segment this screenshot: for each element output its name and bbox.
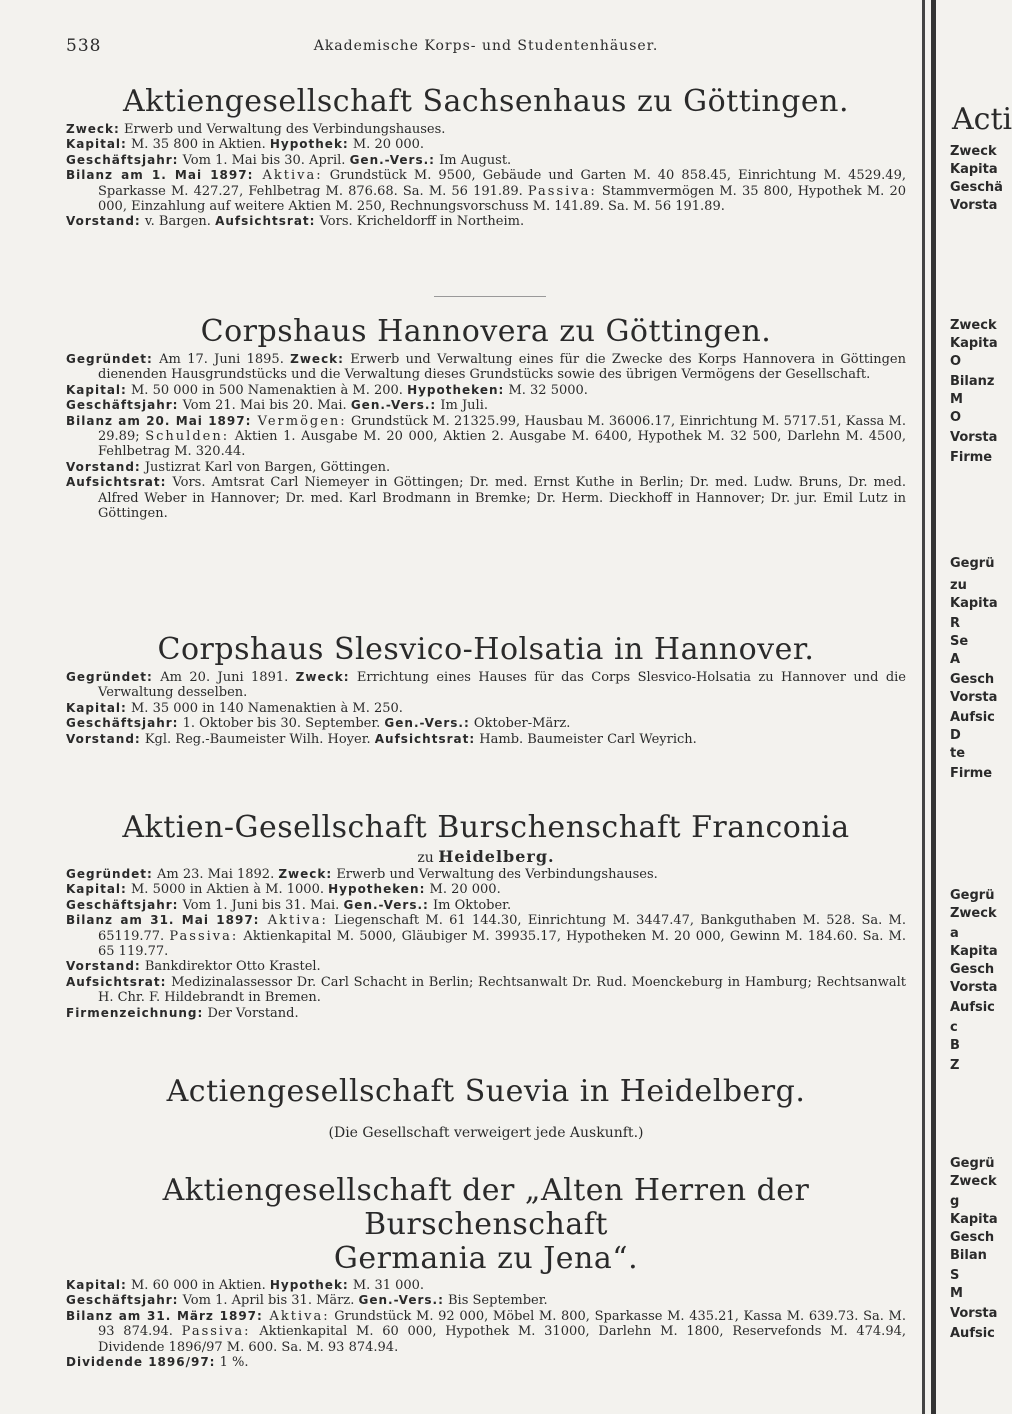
section-subtitle: zu Heidelberg. <box>417 847 555 866</box>
entry-vorstand: Vorstand: Justizrat Karl von Bargen, Göttingen. <box>66 459 391 475</box>
edge-fragment: te <box>950 746 966 761</box>
edge-fragment: Z <box>950 1058 960 1073</box>
edge-fragment: Se <box>950 634 969 649</box>
edge-fragment: O <box>950 354 962 369</box>
edge-fragment: g <box>950 1194 960 1209</box>
edge-fragment: Firme <box>950 450 993 465</box>
edge-fragment: M <box>950 1286 963 1301</box>
section-title: Aktiengesellschaft der „Alten Herren der Burschenschaft Germania zu Jena“. <box>162 1173 810 1276</box>
section-entries <box>66 122 906 230</box>
entry-vorstand: Vorstand: v. Bargen. Aufsichtsrat: Vors. Kricheldorff in Northeim. <box>66 214 525 230</box>
edge-fragment: O <box>950 410 962 425</box>
edge-fragment: Kapita <box>950 162 998 177</box>
edge-fragment: Gesch <box>950 1230 995 1245</box>
edge-fragment: c <box>950 1020 958 1035</box>
page-number: 538 <box>66 36 102 56</box>
entry-bilanz: Bilanz am 20. Mai 1897: Vermögen: Grundstück M. 21325.99, Hausbau M. 36006.17, Einrichtung M. 5717.51, Kassa M. 29.89; Schulden: Aktien 1. Ausgabe M. 20 000, Aktien 2. Ausgabe M. 6400, Hypothek M. 32 500, Darlehn M. 4500, Fehlbetrag M. 320.44. <box>66 413 907 460</box>
edge-fragment: Gegrü <box>950 888 995 903</box>
edge-fragment: Geschä <box>950 180 1003 195</box>
edge-fragment: Zweck <box>950 318 997 333</box>
section-franconia <box>66 810 906 1021</box>
facing-page-edge <box>938 0 1012 1414</box>
edge-fragment: Gesch <box>950 672 995 687</box>
entry-geschaeftsjahr: Geschäftsjahr: Vom 21. Mai bis 20. Mai. Gen.-Vers.: Im Juli. <box>66 398 488 414</box>
section-entries <box>66 867 906 1021</box>
section-suevia <box>66 1074 906 1156</box>
edge-fragment: Zweck <box>950 1174 997 1189</box>
edge-fragment: Kapita <box>950 1212 998 1227</box>
entry-geschaeftsjahr: Geschäftsjahr: Vom 1. Mai bis 30. April. Gen.-Vers.: Im August. <box>66 152 512 168</box>
entry-geschaeftsjahr: Geschäftsjahr: Vom 1. April bis 31. März. Gen.-Vers.: Bis September. <box>66 1293 548 1309</box>
edge-fragment: Zweck <box>950 906 997 921</box>
edge-fragment: S <box>950 1268 960 1283</box>
edge-fragment: Kapita <box>950 944 998 959</box>
edge-fragment: zu <box>950 578 967 593</box>
edge-fragment: Kapita <box>950 336 998 351</box>
edge-fragment: A <box>950 652 961 667</box>
entry-kapital: Kapital: M. 5000 in Aktien à M. 1000. Hypotheken: M. 20 000. <box>66 882 501 898</box>
edge-fragment: Vorsta <box>950 980 998 995</box>
page-header <box>66 36 906 60</box>
entry-bilanz: Bilanz am 31. März 1897: Aktiva: Grundstück M. 92 000, Möbel M. 800, Sparkasse M. 435.21, Kassa M. 639.73. Sa. M. 93 874.94. Passiva: Aktienkapital M. 60 000, Hypothek M. 31000, Darlehn M. 1800, Reservefonds M. 474.94, Dividende 1896/97 M. 600. Sa. M. 93 874.94. <box>66 1308 906 1355</box>
entry-gegruendet: Gegründet: Am 17. Juni 1895. Zweck: Erwerb und Verwaltung eines für die Zwecke des Korps Hannovera in Göttingen dienenden Hausgrundstücks und die Verwaltung dieses Grundstücks sowie des übrigen Vermögens der Gesellschaft. <box>66 352 906 383</box>
gutter-line <box>931 0 936 1414</box>
divider <box>434 296 546 297</box>
entry-kapital: Kapital: M. 60 000 in Aktien. Hypothek: M. 31 000. <box>66 1278 425 1293</box>
edge-fragment: Acti <box>952 102 1012 137</box>
gutter-line <box>922 0 925 1414</box>
edge-fragment: Kapita <box>950 596 998 611</box>
entry-bilanz: Bilanz am 1. Mai 1897: Aktiva: Grundstück M. 9500, Gebäude und Garten M. 40 858.45, Einrichtung M. 4529.49, Sparkasse M. 427.27, Fehlbetrag M. 876.68. Sa. M. 56 191.89. Passiva: Stammvermögen M. 35 800, Hypothek M. 20 000, Einzahlung auf weitere Aktien M. 250, Rechnungsvorschuss M. 141.89. Sa. M. 56 191.89. <box>66 168 906 215</box>
section-title: Aktien-Gesellschaft Burschenschaft Franconia <box>122 810 850 845</box>
edge-fragment: Bilan <box>950 1248 987 1263</box>
edge-fragment: Zweck <box>950 144 997 159</box>
entry-kapital: Kapital: M. 35 000 in 140 Namenaktien à M. 250. <box>66 700 403 716</box>
edge-fragment: Vorsta <box>950 1306 998 1321</box>
running-head: Akademische Korps- und Studentenhäuser. <box>313 38 659 54</box>
edge-fragment: Firme <box>950 766 993 781</box>
edge-fragment: Aufsic <box>950 1326 995 1341</box>
edge-fragment: R <box>950 616 961 631</box>
edge-fragment: D <box>950 728 961 743</box>
edge-fragment: Vorsta <box>950 198 998 213</box>
entry-dividende: Dividende 1896/97: 1 %. <box>66 1355 249 1371</box>
section-title: Aktiengesellschaft Sachsenhaus zu Göttingen. <box>123 84 849 119</box>
section-entries <box>66 352 906 521</box>
entry-kapital: Kapital: M. 50 000 in 500 Namenaktien à M. 200. Hypotheken: M. 32 5000. <box>66 382 588 398</box>
section-entries <box>66 1278 906 1370</box>
entry-vorstand: Vorstand: Kgl. Reg.-Baumeister Wilh. Hoyer. Aufsichtsrat: Hamb. Baumeister Carl Weyrich. <box>66 731 697 747</box>
section-germania <box>66 1174 906 1370</box>
section-entries <box>66 670 906 747</box>
entry-firmenzeichnung: Firmenzeichnung: Der Vorstand. <box>66 1005 299 1021</box>
entry-kapital: Kapital: M. 35 800 in Aktien. Hypothek: M. 20 000. <box>66 137 425 153</box>
section-hannovera <box>66 314 906 521</box>
edge-fragment: Vorsta <box>950 690 998 705</box>
edge-fragment: Aufsic <box>950 710 995 725</box>
entry-gegruendet: Gegründet: Am 23. Mai 1892. Zweck: Erwerb und Verwaltung des Verbindungshauses. <box>66 867 658 882</box>
section-sachsenhaus <box>66 84 906 230</box>
entry-geschaeftsjahr: Geschäftsjahr: Vom 1. Juni bis 31. Mai. Gen.-Vers.: Im Oktober. <box>66 897 512 913</box>
section-note: (Die Gesellschaft verweigert jede Auskunft.) <box>328 1125 644 1141</box>
entry-aufsichtsrat: Aufsichtsrat: Vors. Amtsrat Carl Niemeyer in Göttingen; Dr. med. Ernst Kuthe in Berlin; Dr. med. Ludw. Bruns, Dr. med. Alfred Weber in Hannover; Dr. med. Karl Brodmann in Bremke; Dr. Herm. Dieckhoff in Hannover; Dr. jur. Emil Lutz in Göttingen. <box>66 475 906 522</box>
edge-fragment: Aufsic <box>950 1000 995 1015</box>
edge-fragment: Bilanz <box>950 374 995 389</box>
edge-fragment: M <box>950 392 963 407</box>
section-title: Corpshaus Hannovera zu Göttingen. <box>200 314 772 349</box>
entry-aufsichtsrat: Aufsichtsrat: Medizinalassessor Dr. Carl Schacht in Berlin; Rechtsanwalt Dr. Rud. Moenckeburg in Hamburg; Rechtsanwalt H. Chr. F. Hildebrandt in Bremen. <box>66 974 906 1006</box>
edge-fragment: Vorsta <box>950 430 998 445</box>
edge-fragment: a <box>950 926 959 941</box>
edge-fragment: Gesch <box>950 962 995 977</box>
entry-zweck: Zweck: Erwerb und Verwaltung des Verbindungshauses. <box>66 122 446 137</box>
entry-vorstand: Vorstand: Bankdirektor Otto Krastel. <box>66 959 321 975</box>
entry-bilanz: Bilanz am 31. Mai 1897: Aktiva: Liegenschaft M. 61 144.30, Einrichtung M. 3447.47, Bankguthaben M. 528. Sa. M. 65119.77. Passiva: Aktienkapital M. 5000, Gläubiger M. 39935.17, Hypotheken M. 20 000, Gewinn M. 184.60. Sa. M. 65 119.77. <box>66 913 907 960</box>
edge-fragment: Gegrü <box>950 556 995 571</box>
entry-gegruendet: Gegründet: Am 20. Juni 1891. Zweck: Errichtung eines Hauses für das Corps Slesvico-Holsatia zu Hannover und die Verwaltung desselben. <box>66 670 906 701</box>
section-title: Corpshaus Slesvico-Holsatia in Hannover. <box>157 632 815 667</box>
entry-geschaeftsjahr: Geschäftsjahr: 1. Oktober bis 30. September. Gen.-Vers.: Oktober-März. <box>66 716 571 732</box>
edge-fragment: B <box>950 1038 960 1053</box>
edge-fragment: Gegrü <box>950 1156 995 1171</box>
section-slesvico-holsatia <box>66 632 906 747</box>
section-title: Actiengesellschaft Suevia in Heidelberg. <box>166 1074 806 1109</box>
